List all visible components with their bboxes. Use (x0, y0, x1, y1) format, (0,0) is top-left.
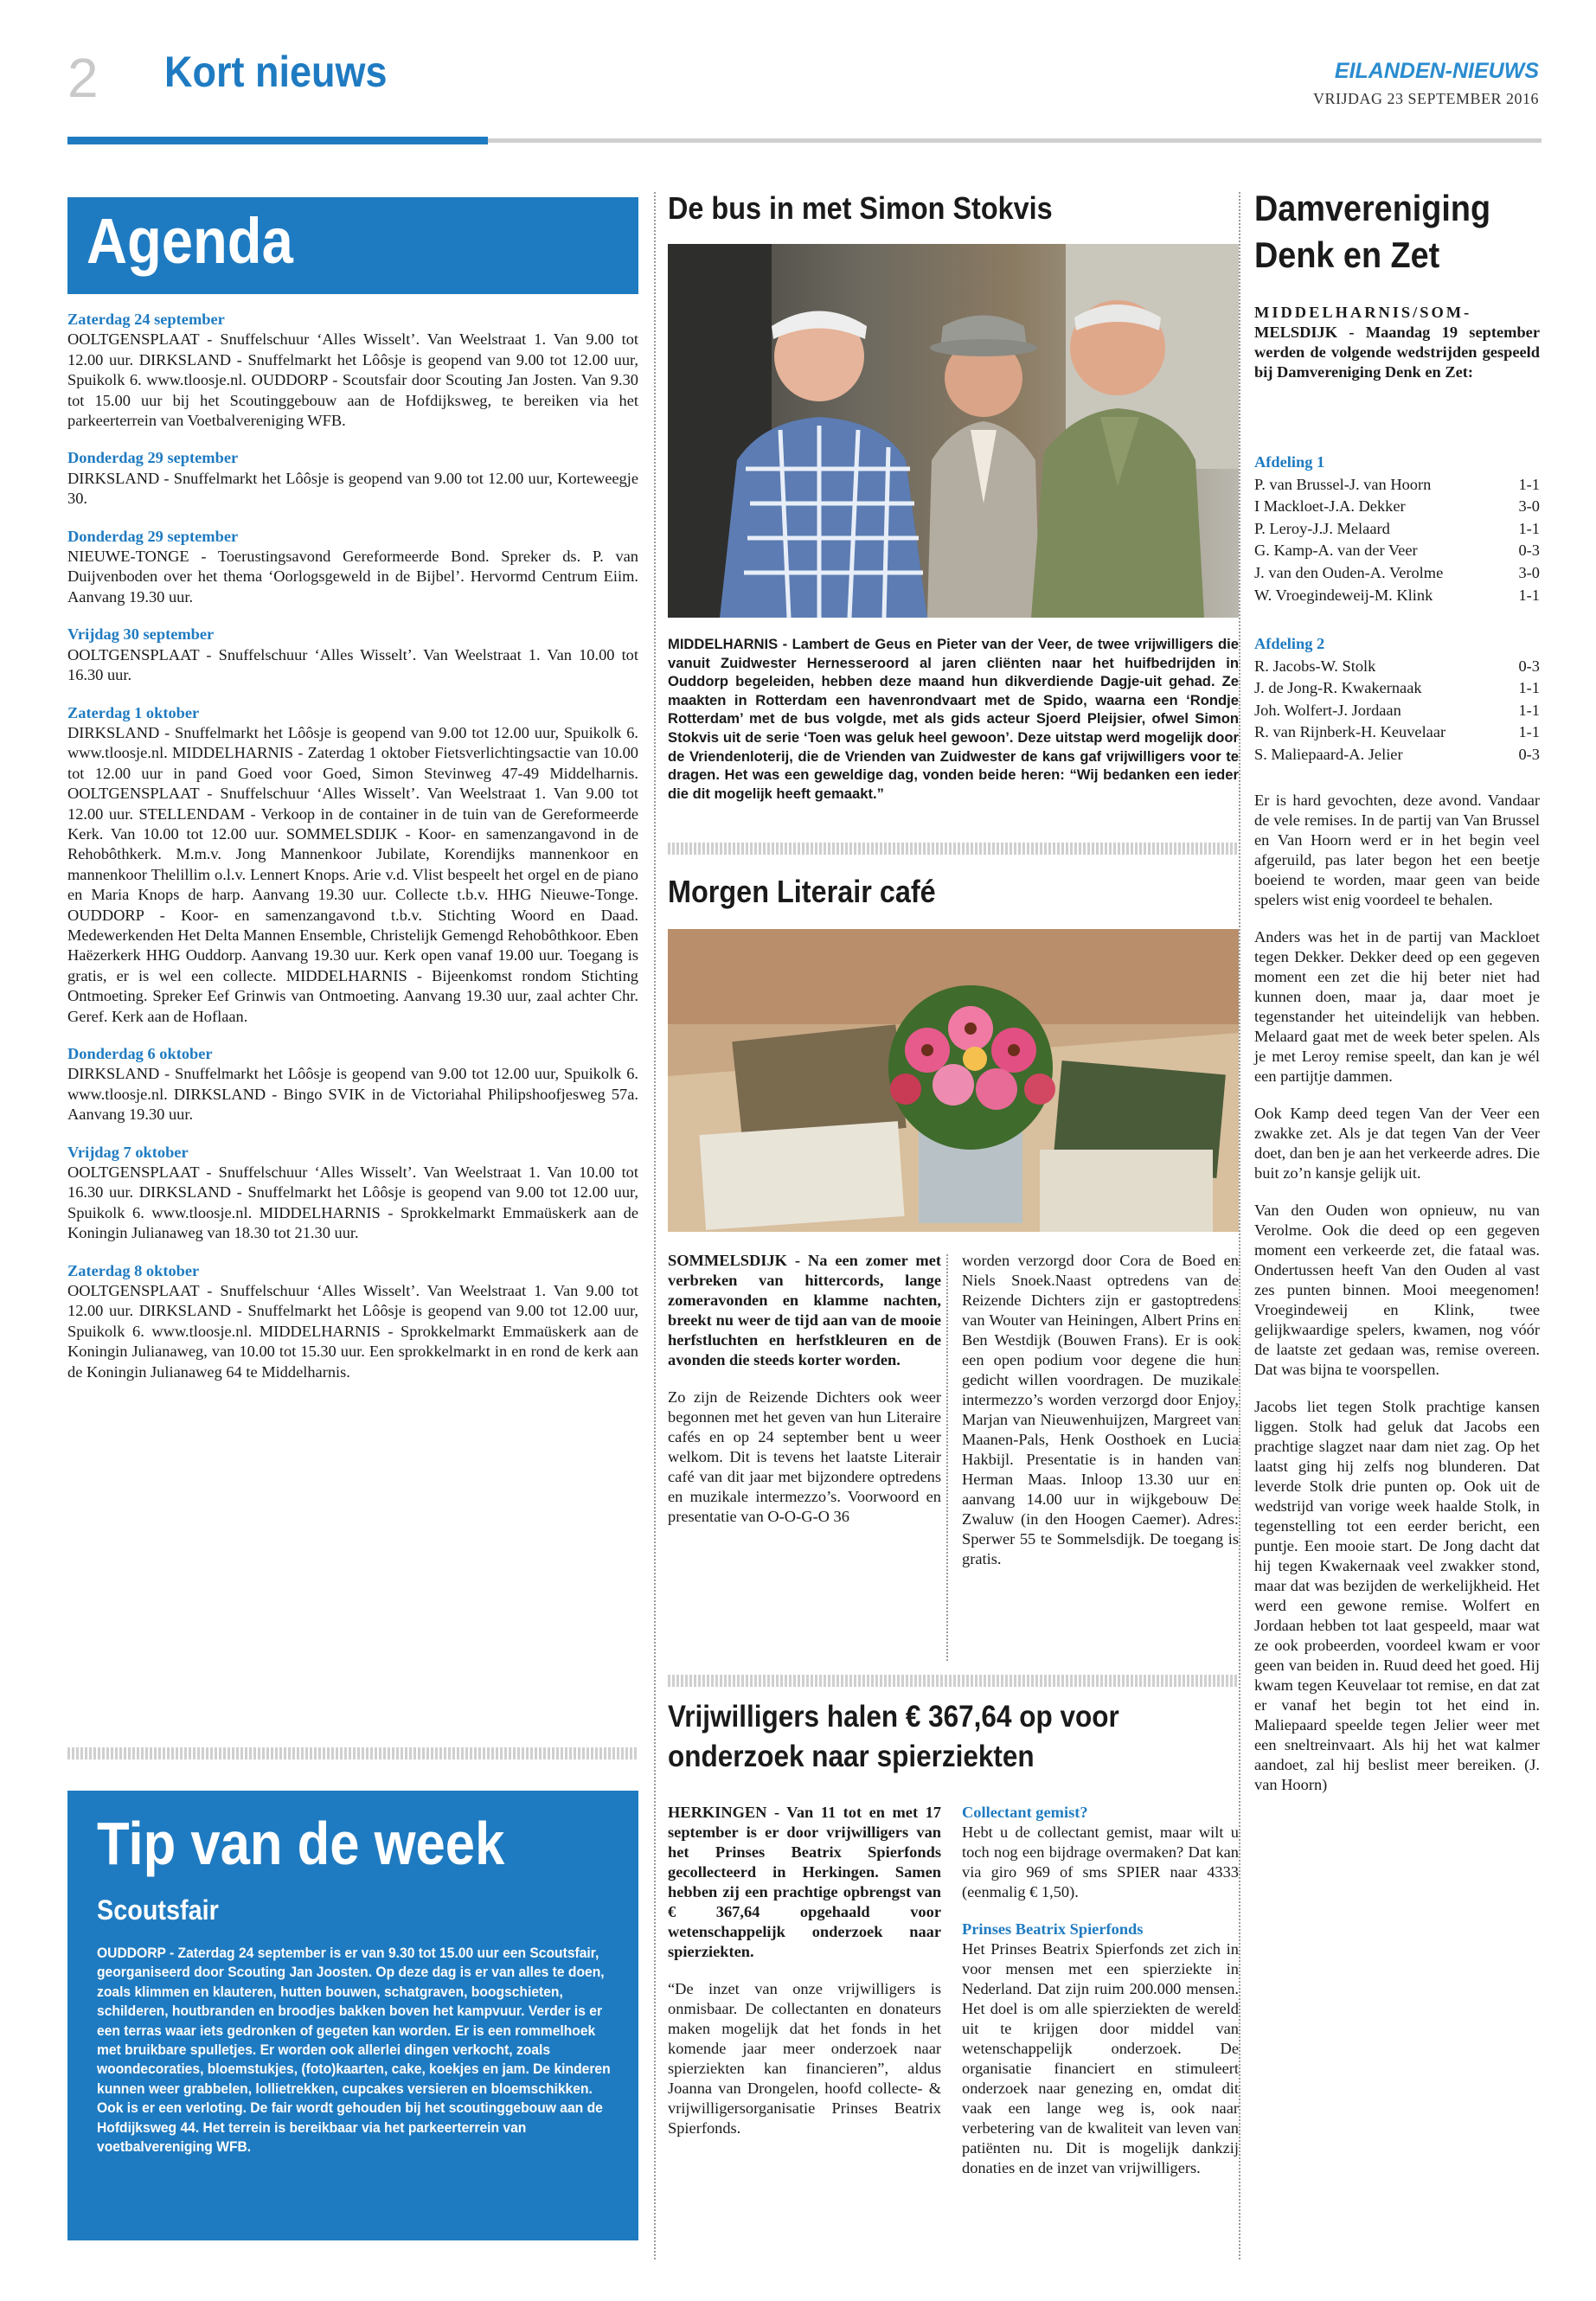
cafe-photo (668, 929, 1239, 1232)
dam-title-line: Damvereniging (1254, 188, 1491, 228)
agenda-day (67, 1261, 638, 1382)
publication-date: VRIJDAG 23 SEPTEMBER 2016 (1312, 90, 1539, 107)
match-row (1254, 656, 1540, 678)
tip-of-the-week-box (67, 1791, 638, 2240)
bus-photo-caption: MIDDELHARNIS - Lambert de Geus en Pieter van der Veer, de twee vrijwilligers die vanuit Zuidwester Hernesseroord al jaren cliënten naar het huifbedrijden in Ouddorp begeleiden, hebben deze maand hun dikverdiende Dagje-uit gehad. Ze maakten in Rotterdam een havenrondvaart met de Spido, waarna een ‘Rondje Rotterdam’ met de bus volgde, met als gids acteur Sjoerd Pleijsier, ofwel Simon Stokvis uit de serie ‘Toen was geluk heel gewoon’. Deze uitstap werd mogelijk door de Vriendenloterij, die de Vrienden van Zuidwester de kans gaf vrijwilligers voor te dragen. Het was een geweldige dag, vonden beide heren: “Wij bedanken een ieder die dit mogelijk heeft gemaakt.” (668, 636, 1239, 802)
agenda-title: Agenda (87, 205, 293, 277)
match-players: R. Jacobs-W. Stolk (1254, 657, 1376, 675)
match-score: 3-0 (1518, 563, 1540, 581)
column-divider (654, 192, 656, 2259)
match-score: 1-1 (1518, 586, 1540, 604)
cafe-paragraph: worden verzorgd door Cora de Boed en Niels Snoek.Naast optredens van de Reizende Dichters zijn er gastoptredens van Wouter van Heiningen, Albert Prins en Ben Westdijk (Bouwen Frans). Er is ook een open podium voor degene die hun gedicht willen voordragen. De muzikale intermezzo’s worden verzorgd door Enjoy, Marjan van Nieuwenhuijzen, Margreet van Maanen-Pals, Henk Oosthoek en Lucia Hakbijl. Presentatie is in handen van Herman Maas. Inloop 13.30 uur en aanvang 14.00 uur in wijkgebouw De Zwaluw (in den Hoogen Caemer). Adres: Sperwer 55 te Sommelsdijk. De toegang is gratis. (962, 1252, 1239, 1567)
vrijwilligers-article-title: Vrijwilligers halen € 367,64 op voor onderzoek naar spierziekten (668, 1700, 1119, 1773)
match-players: R. van Rijnberk-H. Keuvelaar (1254, 723, 1446, 741)
agenda-date: Zaterdag 1 oktober (67, 703, 200, 721)
column-divider (946, 1254, 948, 1661)
match-row (1254, 677, 1540, 700)
match-row (1254, 474, 1540, 497)
tip-title: Tip van de week (97, 1810, 505, 1877)
header-blue-rule (67, 137, 488, 144)
agenda-text: NIEUWE-TONGE - Toerustingsavond Gereformeerde Bond. Spreker ds. P. van Duijvenboden over het thema ‘Oorlogsgeweld in de Bijbel’. Hervormd Centrum Eiim. Aanvang 19.30 uur. (67, 548, 638, 606)
match-score: 0-3 (1518, 542, 1540, 560)
match-players: J. van den Ouden-A. Verolme (1254, 563, 1444, 581)
agenda-day (67, 1044, 638, 1125)
cafe-column-1 (668, 1251, 941, 1544)
vrijwilligers-paragraph: Hebt u de collectant gemist, maar wilt u toch nog een bijdrage overmaken? Dat kan via giro 969 of sms SPIER naar 4333 (eenmalig € 1,50). (962, 1823, 1239, 1900)
cafe-paragraph: Zo zijn de Reizende Dichters ook weer begonnen met het geven van hun Literaire cafés en op 24 september bent u weer welkom. Dit is tevens het laatste Literair café van dit jaar met bijzondere optredens en muzikale intermezzo’s. Voorwoord en presentatie van O-O-G-O 36 (668, 1388, 941, 1525)
afdeling-2-results (1254, 633, 1540, 766)
header-grey-rule (488, 138, 1542, 143)
match-players: J. de Jong-R. Kwakernaak (1254, 679, 1422, 697)
vrijwilligers-lead: HERKINGEN - Van 11 tot en met 17 september is er door vrijwilligers van het Prinses Beatrix Spierfonds gecollecteerd in Herkingen. Samen hebben zij een prachtige opbrengst van € 367,64 opgehaald voor wetenschappelijk onderzoek naar spierziekten. (668, 1804, 941, 1960)
vrijwilligers-quote: “De inzet van onze vrijwilligers is onmisbaar. De collectanten en donateurs maken mogelijk dat het fonds in het komende jaar meer onderzoek naar spierziekten kan financieren”, aldus Joanna van Drongelen, hoofd collecte- & vrijwilligersorganisatie Prinses Beatrix Spierfonds. (668, 1980, 941, 2137)
agenda-day (67, 625, 638, 685)
tip-subtitle: Scoutsfair (97, 1894, 219, 1926)
agenda-date: Donderdag 29 september (67, 527, 239, 545)
agenda-date: Zaterdag 8 oktober (67, 1261, 200, 1279)
cafe-article-title: Morgen Literair café (668, 874, 936, 909)
masthead-logo: EILANDEN-NIEUWS (1334, 59, 1539, 83)
bus-article-title: De bus in met Simon Stokvis (668, 190, 1053, 226)
agenda-banner (67, 197, 638, 294)
agenda-day (67, 1143, 638, 1244)
vrijwilligers-subheading: Prinses Beatrix Spierfonds (962, 1920, 1144, 1938)
cafe-column-2 (962, 1251, 1239, 1586)
agenda-date: Vrijdag 7 oktober (67, 1143, 189, 1161)
tip-text: OUDDORP - Zaterdag 24 september is er van 9.30 tot 15.00 uur een Scoutsfair, georganiseerd door Scouting Jan Joosten. Op deze dag is er van alles te doen, zoals klimmen en klauteren, hutten bouwen, schatgraven, boogschieten, schilderen, houtbranden en broodjes bakken boven het kampvuur. Verder is er een terras waar iets gedronken of gegeten kan worden. Er is een rommelhoek met bruikbare spulletjes. Er worden ook allerlei dingen verkocht, zoals woondecoraties, bloemstukjes, (foto)kaarten, cake, koekjes en jam. De kinderen kunnen weer grabbelen, lollietrekken, cupcakes versieren en bloemschikken. Ook is er een verloting. De fair wordt gehouden bij het scoutinggebouw aan de Hofdijksweg 44. Het terrein is bereikbaar via het parkeerterrein van voetbalvereniging WFB. (97, 1945, 611, 2156)
match-row (1254, 496, 1540, 518)
agenda-date: Zaterdag 24 september (67, 311, 225, 328)
agenda-text: DIRKSLAND - Snuffelmarkt het Lôôsje is geopend van 9.00 tot 12.00 uur, Spuikolk 6. www.tloosje.nl. DIRKSLAND - Bingo SVIK in de Victoriahal Philipshoofjesweg 57a. Aanvang 19.30 uur. (67, 1065, 638, 1124)
column-divider (1239, 192, 1240, 2259)
vrijwilligers-subheading: Collectant gemist? (962, 1804, 1088, 1821)
match-row (1254, 721, 1540, 744)
match-players: P. Leroy-J.J. Melaard (1254, 519, 1390, 537)
bus-photo (668, 244, 1239, 618)
agenda-text: OOLTGENSPLAAT - Snuffelschuur ‘Alles Wisselt’. Van Weelstraat 1. Van 9.00 tot 12.00 uur. DIRKSLAND - Snuffelmarkt het Lôôsje is geopend van 9.00 tot 12.00 uur, Spuikolk 6. www.tloosje.nl. OUDDORP - Scoutsfair door Scouting Jan Josten. Van 9.30 tot 15.00 uur bij het Scoutinggebouw aan de Hofdijksweg, te bereiken via het parkeerterrein van Voetbalvereniging WFB. (67, 330, 638, 430)
section-separator (668, 1675, 1239, 1687)
agenda-date: Donderdag 29 september (67, 449, 239, 467)
agenda-text: DIRKSLAND - Snuffelmarkt het Lôôsje is geopend van 9.00 tot 12.00 uur, Spuikolk 6. www.tloosje.nl. MIDDELHARNIS - Zaterdag 1 oktober Fietsverlichtingsactie van 10.00 tot 12.00 uur in pand Goed voor Goed, Simon Stevinweg 47-49 Middelharnis. OOLTGENSPLAAT - Snuffelschuur ‘Alles Wisselt’. Van Weelstraat 1. Van 9.00 tot 12.00 uur. STELLENDAM - Verkoop in de container in de tuin van de Gereformeerde Kerk. Van 10.00 tot 12.00 uur. SOMMELSDIJK - Koor- en samenzangavond in de Rehobôthkerk. M.m.v. Jong Mannenkoor Jubilate, Korendijks mannenkoor en mannenkoor Thelillim o.l.v. Lennert Knops. Arie v.d. Vlist bespeelt het orgel en de piano en Maria Knops de harp. Aanvang 19.30 uur. Collecte t.b.v. HHG Nieuwe-Tonge. OUDDORP - Koor- en samenzangavond t.b.v. Stichting Woord en Daad. Medewerkenden Het Delta Mannen Ensemble, Christelijk Gemengd Rehobôthkoor. Eben Haëzerkerk HHG Ouddorp. Aanvang 19.30 uur. Kerk open vanaf 19.00 uur. Toegang is gratis, er is wel een collecte. MIDDELHARNIS - Bijeenkomst rondom Stichting Ontmoeting. Spreker Eef Grinwis van Ontmoeting. Aanvang 19.30 uur, zaal achter Chr. Geref. Kerk aan de Hoflaan. (67, 723, 638, 1025)
cafe-lead: SOMMELSDIJK - Na een zomer met verbreken van hittercords, lange zomeravonden en klamme nachten, breekt nu weer de tijd aan van de mooie herfstluchten en herfstkleuren en de avonden die steeds korter worden. (668, 1252, 941, 1368)
match-row (1254, 518, 1540, 541)
match-players: Joh. Wolfert-J. Jordaan (1254, 701, 1401, 719)
match-row (1254, 700, 1540, 722)
dam-paragraph: Van den Ouden won opnieuw, nu van Verolme. Ook die deed op een gegeven moment een verkeerde zet, die fataal was. Ondertussen heeft Van den Ouden al vast zes punten binnen. Mooi meegenomen! Vroegindeweij en Klink, twee gelijkwaardige spelers, kwamen, nog vóór de laatste zet gedaan was, remise overeen. Dat was bijna te voorspellen. (1254, 1202, 1540, 1378)
agenda-text: OOLTGENSPLAAT - Snuffelschuur ‘Alles Wisselt’. Van Weelstraat 1. Van 9.00 tot 12.00 uur. DIRKSLAND - Snuffelmarkt het Lôôsje is geopend van 9.00 tot 12.00 uur, Spuikolk 6. www.tloosje.nl. MIDDELHARNIS - Sprokkelmarkt Emmaüskerk aan de Koningin Julianaweg, van 10.00 tot 15.30 uur. Een sprokkelmarkt in en rond de kerk aan de Koningin Julianaweg 64 te Middelharnis. (67, 1282, 638, 1381)
match-row (1254, 540, 1540, 562)
section-separator (67, 1747, 638, 1759)
dam-lead-caps: MIDDELHARNIS/SOM- (1254, 304, 1472, 321)
agenda-day (67, 703, 638, 1028)
agenda-date: Donderdag 6 oktober (67, 1045, 213, 1062)
page-number: 2 (67, 47, 99, 109)
match-row (1254, 585, 1540, 607)
dam-paragraph: Anders was het in de partij van Mackloet tegen Dekker. Dekker deed op een gegeven moment een zet die hij beter niet had kunnen doen, maar ja, daar moet je tegenstander het uiteindelijk van hebben. Melaard gaat met de week beter spelen. Als je met Leroy remise speelt, dan kan je wél een partijtje dammen. (1254, 928, 1540, 1085)
afdeling-heading: Afdeling 2 (1254, 635, 1325, 652)
three-men-photo-icon (668, 244, 1239, 618)
match-row (1254, 744, 1540, 766)
match-players: P. van Brussel-J. van Hoorn (1254, 475, 1432, 493)
flower-bouquet-photo-icon (668, 929, 1239, 1232)
match-score: 1-1 (1518, 679, 1540, 697)
section-title: Kort nieuws (164, 48, 388, 96)
match-players: S. Maliepaard-A. Jelier (1254, 745, 1403, 763)
agenda-day (67, 310, 638, 431)
match-players: I Mackloet-J.A. Dekker (1254, 497, 1406, 516)
match-score: 1-1 (1518, 475, 1540, 493)
vrijwilligers-paragraph: Het Prinses Beatrix Spierfonds zet zich in voor mensen met een spierziekte in Nederland. Dat zijn ruim 200.000 mensen. Het doel is om alle spierziekten de wereld uit te krijgen door middel van wetenschappelijk onderzoek. De organisatie financiert en stimuleert onderzoek naar genezing en, omdat dit vaak een lange weg is, ook naar verbetering van de kwaliteit van leven van patiënten nu. Dit is mogelijk dankzij donaties en de inzet van vrijwilligers. (962, 1940, 1239, 2176)
dam-paragraph: Ook Kamp deed tegen Van der Veer een zwakke zet. Als je dat tegen Van der Veer doet, dan ben je aan het verkeerde adres. Die buit zo’n kansje gelijk uit. (1254, 1105, 1540, 1182)
agenda-text: OOLTGENSPLAAT - Snuffelschuur ‘Alles Wisselt’. Van Weelstraat 1. Van 10.00 tot 16.30 uur. (67, 645, 638, 684)
match-score: 1-1 (1518, 723, 1540, 741)
agenda-text: DIRKSLAND - Snuffelmarkt het Lôôsje is geopend van 9.00 tot 12.00 uur, Korteweegje 30. (67, 469, 638, 508)
agenda-day (67, 527, 638, 608)
dam-title-line: Denk en Zet (1254, 234, 1440, 275)
vrijwilligers-column-2 (962, 1803, 1239, 2195)
match-players: G. Kamp-A. van der Veer (1254, 542, 1418, 560)
agenda-list (67, 310, 638, 1400)
dam-paragraph: Er is hard gevochten, deze avond. Vandaar de vele remises. In de partij van Van Brussel en Van Hoorn werd er in het begin veel afgeruild, pas later begon het een beetje boeiend te worden, maar geen van beide spelers wist enig voordeel te behalen. (1254, 792, 1540, 908)
dam-article-title (1254, 185, 1511, 279)
match-score: 1-1 (1518, 701, 1540, 719)
match-row (1254, 562, 1540, 585)
section-separator (668, 843, 1239, 855)
match-score: 0-3 (1518, 745, 1540, 763)
dam-paragraph: Jacobs liet tegen Stolk prachtige kansen liggen. Stolk had geluk dat Jacobs een prachtige slagzet naar dam niet zag. Op het laatst ging hij zelfs nog blunderen. Dat leverde Stolk drie punten op. Ook uit de wedstrijd van vorige week haalde Stolk, in tegenstelling tot een eerder bericht, een puntje. Een mooie start. De Jong dacht dat hij tegen Kwakernaak veel zwakker stond, maar dat was bezijden de werkelijkheid. Het werd een gewone remise. Wolfert en Jordaan hebben tot laat gespeeld, maar wat ze ook probeerden, voordeel kwam er voor geen van beiden in. Ruud deed het goed. Hij kwam tegen Keuvelaar tot remise, en dat zat er vanaf het begin tot het eind in. Maliepaard speelde tegen Jelier weer met een sneltreinvaart. Als hij het wat kalmer aandoet, zal hij beslist meer bereiken. (J. van Hoorn) (1254, 1398, 1540, 1793)
dam-lead-text: MELSDIJK - Maandag 19 september werden de volgende wedstrijden gespeeld bij Damvereniging Denk en Zet: (1254, 324, 1540, 381)
dam-lead (1254, 303, 1540, 382)
afdeling-1-results (1254, 452, 1540, 606)
match-score: 0-3 (1518, 657, 1540, 675)
agenda-day (67, 448, 638, 509)
agenda-text: OOLTGENSPLAAT - Snuffelschuur ‘Alles Wisselt’. Van Weelstraat 1. Van 10.00 tot 16.30 uur. DIRKSLAND - Snuffelmarkt het Lôôsje is geopend van 9.00 tot 12.00 uur, Spuikolk 6. www.tloosje.nl. MIDDELHARNIS - Sprokkelmarkt Emmaüskerk aan de Koningin Julianaweg van 18.30 tot 21.30 uur. (67, 1163, 638, 1242)
match-score: 3-0 (1518, 497, 1540, 516)
dam-body (1254, 791, 1540, 1812)
match-score: 1-1 (1518, 519, 1540, 537)
match-players: W. Vroegindeweij-M. Klink (1254, 586, 1433, 604)
agenda-date: Vrijdag 30 september (67, 625, 215, 644)
afdeling-heading: Afdeling 1 (1254, 453, 1325, 471)
vrijwilligers-column-1 (668, 1803, 941, 2156)
